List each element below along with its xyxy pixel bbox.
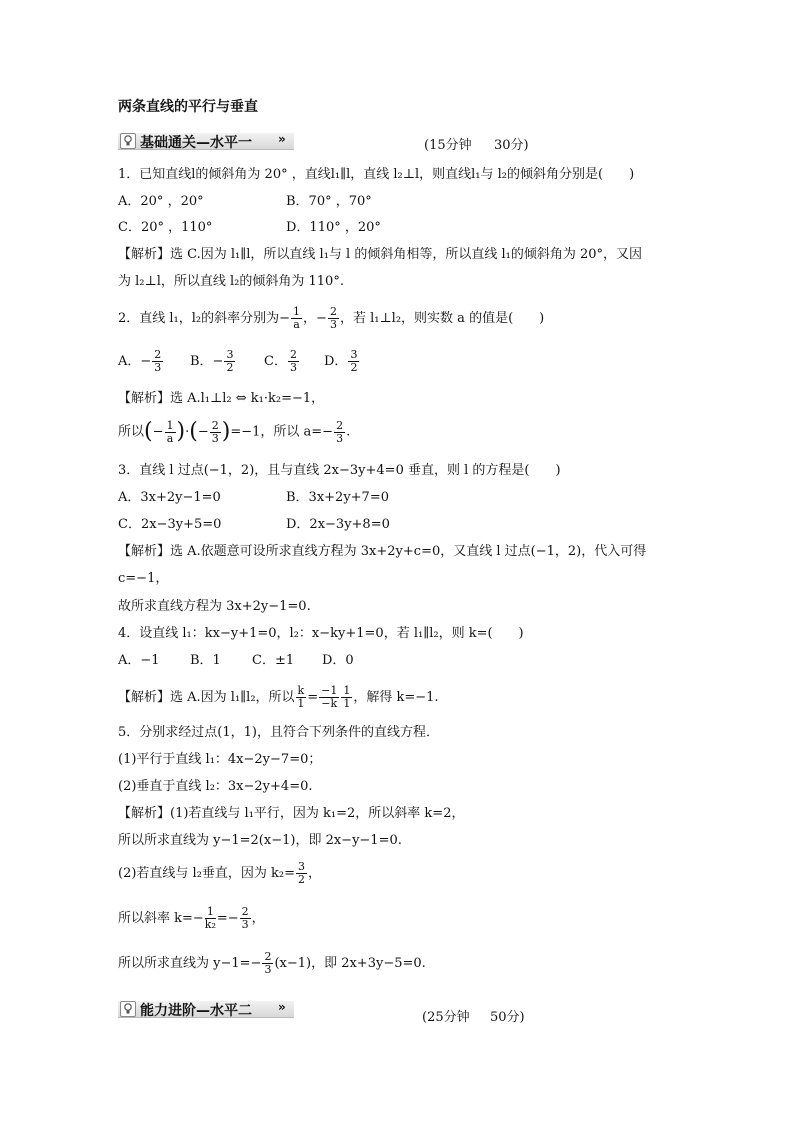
frac-den: 2 [226, 361, 234, 374]
frac-den: 3 [241, 918, 249, 931]
section-banner-basic [118, 130, 678, 152]
chevron-icon: » [278, 132, 286, 146]
question-5-solution-line1: 【解析】(1)若直线与 l₁平行，因为 k₁=2，所以斜率 k=2， [118, 806, 465, 821]
frac-num: 2 [289, 348, 297, 361]
question-5-stem: 5．分别求经过点(1，1)，且符合下列条件的直线方程． [118, 725, 439, 740]
option-a: A．20° ，20° [118, 194, 204, 209]
option-c: C．20° ，110° [118, 220, 213, 235]
option-d: D．110° ，20° [286, 220, 381, 235]
frac-den: 2 [350, 361, 358, 374]
sol-text: ，解得 k=−1. [353, 690, 439, 705]
section-time: (15分钟 [424, 138, 472, 153]
frac-num: k [297, 684, 305, 697]
fraction [240, 906, 251, 931]
q2-stem-mid: ，− [303, 311, 327, 326]
opt-label: A．− [118, 354, 152, 369]
question-3-solution-line1: 【解析】选 A.依题意可设所求直线方程为 3x+2y+c=0，又直线 l 过点(−1，2)，代入可得 [118, 544, 647, 559]
question-5-solution-line5 [118, 950, 426, 978]
option-d: D．0 [322, 653, 354, 668]
option-b: B．70° ，70° [286, 194, 372, 209]
chevron-icon: » [278, 1000, 286, 1014]
fraction [288, 349, 299, 374]
frac-den: 1 [343, 697, 351, 710]
question-5-condition-2: (2)垂直于直线 l₂：3x−2y+4=0. [118, 779, 313, 794]
option-c: C．±1 [252, 653, 295, 668]
page-title: 两条直线的平行与垂直 [118, 99, 258, 115]
option-a: A．3x+2y−1=0 [118, 490, 221, 505]
frac-num: 1 [343, 684, 351, 697]
sol-text: ， [308, 866, 322, 881]
q2-stem-post: ，若 l₁⊥l₂，则实数 a 的值是( ) [339, 311, 545, 326]
frac-den: 3 [154, 361, 162, 374]
question-3-solution-line3: 故所求直线方程为 3x+2y−1=0. [118, 599, 311, 614]
fraction [291, 306, 302, 331]
frac-den: 3 [211, 431, 219, 445]
frac-den: 3 [336, 431, 344, 445]
fraction [262, 951, 273, 976]
paren: ) [221, 419, 231, 444]
question-1-solution-line1: 【解析】选 C.因为 l₁∥l，所以直线 l₁与 l 的倾斜角相等，所以直线 l₁的倾斜角为 20°，又因 [118, 247, 643, 262]
fraction [224, 349, 235, 374]
frac-num: 2 [329, 305, 337, 318]
question-5-solution-line4 [118, 905, 265, 933]
frac-num: 3 [298, 860, 306, 873]
option-b: B．3x+2y+7=0 [286, 490, 389, 505]
opt-label: B．− [190, 354, 224, 369]
q2-stem-pre: 2．直线 l₁，l₂的斜率分别为− [118, 311, 291, 326]
section-score: 50分) [490, 1010, 525, 1025]
section-score: 30分) [494, 138, 529, 153]
frac-den: k₂ [204, 918, 216, 931]
question-2-stem [118, 305, 544, 333]
fraction [296, 861, 307, 886]
sol-text: 所以所求直线为 y−1=− [118, 956, 262, 971]
fraction [296, 685, 307, 710]
frac-num: 1 [166, 418, 174, 432]
paren: ) [176, 419, 186, 444]
frac-den: 3 [329, 318, 337, 331]
option-d: D．2x−3y+8=0 [286, 517, 390, 532]
sol-text: =− [216, 911, 239, 926]
paren: ( [144, 419, 153, 444]
sol-text: = [307, 690, 319, 705]
fraction [205, 906, 216, 931]
frac-num: −1 [321, 684, 338, 697]
sol-text: − [152, 424, 164, 440]
sol-text: (2)若直线与 l₂垂直，因为 k₂= [118, 866, 296, 881]
question-4-stem: 4．设直线 l₁：kx−y+1=0，l₂：x−ky+1=0，若 l₁∥l₂，则 k=( ) [118, 626, 524, 641]
frac-num: 1 [293, 305, 301, 318]
frac-den: 3 [289, 361, 297, 374]
lightbulb-icon [120, 133, 136, 149]
frac-num: 3 [350, 348, 358, 361]
sol-text: . [346, 424, 351, 440]
fraction [334, 420, 345, 445]
question-5-solution-line3 [118, 860, 321, 888]
opt-label: D． [324, 354, 348, 369]
section-label: 能力进阶—水平二 [140, 1003, 252, 1019]
sol-text: · [185, 424, 190, 440]
section-banner-advanced [118, 998, 678, 1025]
frac-num: 2 [336, 418, 344, 432]
frac-num: 3 [226, 348, 234, 361]
frac-num: 2 [241, 905, 249, 918]
fraction [348, 349, 359, 374]
question-2-solution-line2 [118, 418, 350, 447]
option-c: C．2x−3y+5=0 [118, 517, 222, 532]
section-time: (25分钟 [422, 1010, 470, 1025]
option-d [324, 348, 360, 376]
sol-text: 【解析】选 A.因为 l₁∥l₂，所以 [118, 690, 295, 705]
question-4-solution [118, 684, 439, 712]
question-5-solution-line2: 所以所求直线为 y−1=2(x−1)，即 2x−y−1=0. [118, 833, 402, 848]
frac-den: 3 [264, 963, 272, 976]
frac-den: a [293, 318, 300, 331]
frac-num: 2 [154, 348, 162, 361]
option-a [118, 348, 164, 376]
sol-text: − [197, 424, 209, 440]
option-b [190, 348, 236, 376]
option-c [264, 348, 300, 376]
opt-label: C． [264, 354, 287, 369]
question-1-stem: 1．已知直线l的倾斜角为 20° ，直线l₁∥l，直线 l₂⊥l，则直线l₁与 l₂的倾斜角分别是( ) [118, 167, 635, 182]
fraction [319, 685, 339, 710]
fraction [165, 420, 176, 445]
fraction [152, 349, 163, 374]
frac-num: 1 [205, 906, 216, 919]
sol-text: 所以 [118, 424, 145, 440]
question-3-solution-line2: c=−1， [118, 571, 169, 586]
section-label: 基础通关—水平一 [140, 135, 252, 151]
question-1-solution-line2: 为 l₂⊥l，所以直线 l₂的倾斜角为 110°. [118, 274, 344, 289]
fraction [328, 306, 339, 331]
frac-den: −k [321, 697, 338, 710]
fraction [341, 685, 352, 710]
frac-den: a [166, 431, 174, 445]
paren: ( [189, 419, 198, 444]
fraction [210, 420, 221, 445]
sol-text: =−1，所以 a=− [230, 424, 334, 440]
question-3-stem: 3．直线 l 过点(−1，2)，且与直线 2x−3y+4=0 垂直，则 l 的方程是( ) [118, 463, 561, 478]
frac-den: 1 [297, 697, 305, 710]
sol-text: (x−1)，即 2x+3y−5=0. [274, 956, 426, 971]
frac-num: 2 [211, 418, 219, 432]
sol-text: 所以斜率 k=− [118, 911, 204, 926]
option-a: A．−1 [118, 653, 160, 668]
sol-text: ， [251, 911, 265, 926]
frac-den: 2 [298, 873, 306, 886]
option-b: B．1 [190, 653, 221, 668]
frac-num: 2 [264, 950, 272, 963]
lightbulb-icon [120, 1001, 136, 1017]
question-5-condition-1: (1)平行于直线 l₁：4x−2y−7=0； [118, 752, 322, 767]
question-2-solution-line1: 【解析】选 A.l₁⊥l₂ ⇔ k₁·k₂=−1， [118, 391, 325, 406]
